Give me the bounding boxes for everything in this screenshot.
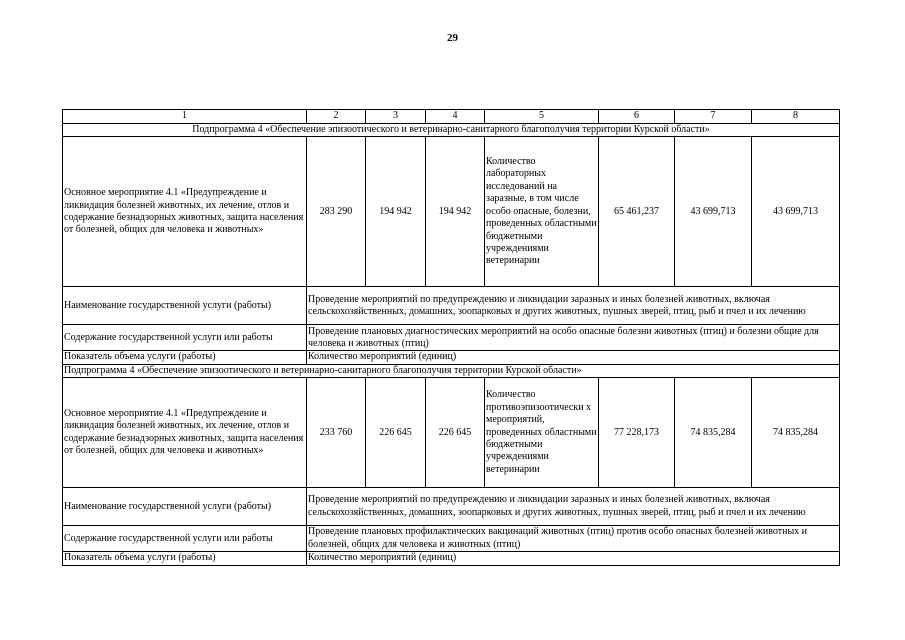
measure-row — [63, 378, 840, 488]
measure-col-6: 65 461,237 — [599, 137, 675, 287]
service-content-value: Проведение плановых диагностических мероприятий на особо опасные болезни животных (птиц) и болезни общие для человека и животных (птиц) — [307, 325, 840, 351]
header-col-6: 6 — [599, 110, 675, 124]
subprogram-title: Подпрограмма 4 «Обеспечение эпизоотического и ветеринарно-санитарного благополучия территории Курской области» — [63, 364, 840, 377]
service-content-label: Содержание государственной услуги или работы — [63, 325, 307, 351]
service-name-value: Проведение мероприятий по предупреждению и ликвидации заразных и иных болезней животных, включая сельскохозяйственных, домашних, зоопарковых и других животных, пушных зверей, птиц, рыб и пчел и их лечению — [307, 287, 840, 325]
measure-col-2: 283 290 — [307, 137, 366, 287]
measure-col-3: 194 942 — [366, 137, 426, 287]
measure-col-3: 226 645 — [366, 378, 426, 488]
indicator-value: Количество мероприятий (единиц) — [307, 351, 840, 364]
measure-indicator: Количество лабораторных исследований на заразные, в том числе особо опасные, болезни, проведенных областными бюджетными учреждениями ветеринарии — [485, 137, 599, 287]
service-table — [62, 109, 840, 566]
measure-row — [63, 137, 840, 287]
page-number: 29 — [447, 32, 458, 44]
service-content-row — [63, 325, 840, 351]
indicator-value: Количество мероприятий (единиц) — [307, 552, 840, 565]
service-name-row — [63, 488, 840, 526]
subprogram-title: Подпрограмма 4 «Обеспечение эпизоотического и ветеринарно-санитарного благополучия территории Курской области» — [63, 124, 840, 137]
subprogram-row — [63, 364, 840, 377]
service-name-label: Наименование государственной услуги (работы) — [63, 488, 307, 526]
measure-col-7: 74 835,284 — [675, 378, 752, 488]
indicator-row — [63, 552, 840, 565]
service-name-label: Наименование государственной услуги (работы) — [63, 287, 307, 325]
indicator-label: Показатель объема услуги (работы) — [63, 351, 307, 364]
measure-indicator: Количество противоэпизоотически х мероприятий, проведенных областными бюджетными учреждениями ветеринарии — [485, 378, 599, 488]
measure-col-6: 77 228,173 — [599, 378, 675, 488]
header-col-4: 4 — [426, 110, 485, 124]
indicator-row — [63, 351, 840, 364]
header-col-5: 5 — [485, 110, 599, 124]
service-content-row — [63, 526, 840, 552]
indicator-label: Показатель объема услуги (работы) — [63, 552, 307, 565]
measure-name: Основное мероприятие 4.1 «Предупреждение и ликвидация болезней животных, их лечение, отлов и содержание безнадзорных животных, защита населения от болезней, общих для человека и животных» — [63, 137, 307, 287]
measure-col-7: 43 699,713 — [675, 137, 752, 287]
header-col-7: 7 — [675, 110, 752, 124]
measure-name: Основное мероприятие 4.1 «Предупреждение и ликвидация болезней животных, их лечение, отлов и содержание безнадзорных животных, защита населения от болезней, общих для человека и животных» — [63, 378, 307, 488]
header-row — [63, 110, 840, 124]
subprogram-row — [63, 124, 840, 137]
measure-col-8: 74 835,284 — [752, 378, 840, 488]
header-col-8: 8 — [752, 110, 840, 124]
service-content-value: Проведение плановых профилактических вакцинаций животных (птиц) против особо опасных болезней животных и болезней, общих для человека и животных (птиц) — [307, 526, 840, 552]
service-name-value: Проведение мероприятий по предупреждению и ликвидации заразных и иных болезней животных, включая сельскохозяйственных, домашних, зоопарковых и других животных, пушных зверей, птиц, рыб и пчел и их лечению — [307, 488, 840, 526]
measure-col-8: 43 699,713 — [752, 137, 840, 287]
measure-col-4: 194 942 — [426, 137, 485, 287]
header-col-3: 3 — [366, 110, 426, 124]
measure-col-4: 226 645 — [426, 378, 485, 488]
header-col-1: 1 — [63, 110, 307, 124]
service-name-row — [63, 287, 840, 325]
measure-col-2: 233 760 — [307, 378, 366, 488]
header-col-2: 2 — [307, 110, 366, 124]
service-content-label: Содержание государственной услуги или работы — [63, 526, 307, 552]
